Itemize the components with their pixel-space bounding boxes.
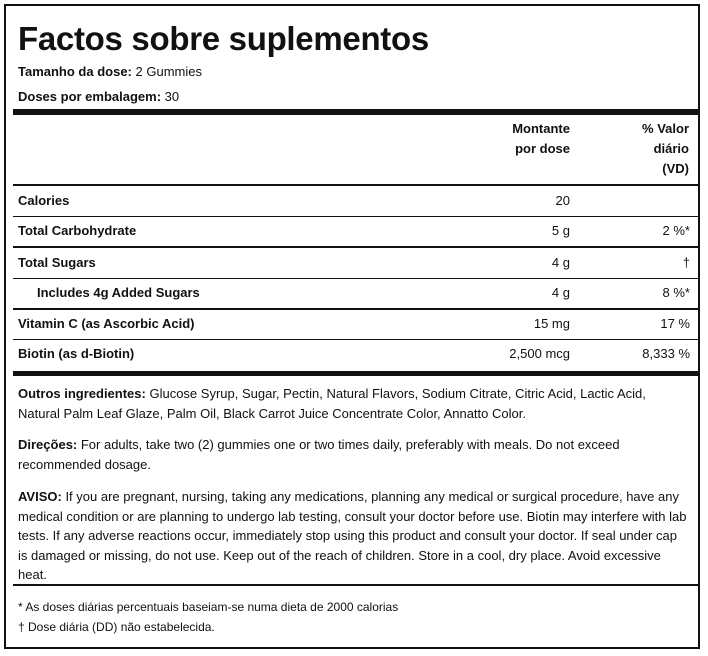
dv-header-line2: diário <box>653 141 689 156</box>
nutrient-row <box>13 278 699 308</box>
directions-text: For adults, take two (2) gummies one or two times daily, preferably with meals. Do not exceed recommended dosage. <box>18 437 620 472</box>
panel-title: Factos sobre suplementos <box>18 20 429 57</box>
warning-text: If you are pregnant, nursing, taking any medications, planning any medical or surgical procedure, have any medical condition or are planning to undergo lab testing, consult your doctor before use. Biotin may interfere with lab tests. If any adverse reactions occur, immediately stop using this product and consult your doctor. If seal under cap is damaged or missing, do not use. Keep out of the reach of children. Store in a cool, dry place. Avoid excessive heat. <box>18 489 687 582</box>
nutrient-amount: 15 mg <box>533 316 570 331</box>
nutrient-row <box>13 186 699 216</box>
daily-value-header <box>642 119 689 179</box>
serving-size-value: 2 Gummies <box>135 64 202 79</box>
thick-divider-bottom <box>13 371 699 376</box>
dv-header-line1: % Valor <box>642 121 689 136</box>
nutrient-row <box>13 309 699 339</box>
directions <box>18 435 688 474</box>
servings-per-container-label: Doses por embalagem: <box>18 89 162 104</box>
nutrient-amount: 4 g <box>551 285 570 300</box>
nutrient-amount: 2,500 mcg <box>509 346 570 361</box>
nutrient-daily-value: † <box>682 255 690 270</box>
nutrient-name: Total Carbohydrate <box>18 223 137 238</box>
serving-size <box>18 64 202 79</box>
serving-size-label: Tamanho da dose: <box>18 64 132 79</box>
thick-divider-top <box>13 109 699 115</box>
nutrient-daily-value: 8,333 % <box>642 346 690 361</box>
nutrient-amount: 5 g <box>551 223 570 238</box>
nutrient-amount: 4 g <box>551 255 570 270</box>
amount-per-serving-header <box>512 119 570 159</box>
nutrient-name: Biotin (as d-Biotin) <box>18 346 135 361</box>
directions-label: Direções: <box>18 437 78 452</box>
other-ingredients-label: Outros ingredientes: <box>18 386 146 401</box>
nutrient-row <box>13 216 699 246</box>
other-ingredients <box>18 384 688 423</box>
nutrient-daily-value: 17 % <box>660 316 690 331</box>
nutrient-row <box>13 339 699 369</box>
servings-per-container-value: 30 <box>164 89 180 104</box>
amount-header-line1: Montante <box>512 121 570 136</box>
nutrient-name: Includes 4g Added Sugars <box>37 285 200 300</box>
supplement-facts-panel <box>4 4 700 649</box>
nutrient-amount: 20 <box>555 193 570 208</box>
nutrient-daily-value: 8 %* <box>662 285 690 300</box>
nutrient-row <box>13 248 699 278</box>
other-ingredients-text: Glucose Syrup, Sugar, Pectin, Natural Flavors, Sodium Citrate, Citric Acid, Lactic Acid, Natural Palm Leaf Glaze, Palm Oil, Black Carrot Juice Concentrate Color, Annatto Color. <box>18 386 646 421</box>
nutrient-daily-value: 2 %* <box>662 223 690 238</box>
warning <box>18 487 688 585</box>
footnote-daily-value: * As doses diárias percentuais baseiam-se numa dieta de 2000 calorias <box>18 600 399 614</box>
footnote-divider <box>13 584 699 586</box>
nutrient-name: Total Sugars <box>18 255 96 270</box>
dv-header-line3: (VD) <box>662 161 689 176</box>
warning-label: AVISO: <box>18 489 62 504</box>
amount-header-line2: por dose <box>515 141 570 156</box>
nutrient-name: Vitamin C (as Ascorbic Acid) <box>18 316 195 331</box>
footnote-not-established: † Dose diária (DD) não estabelecida. <box>18 620 215 634</box>
nutrient-name: Calories <box>18 193 70 208</box>
servings-per-container <box>18 89 179 104</box>
